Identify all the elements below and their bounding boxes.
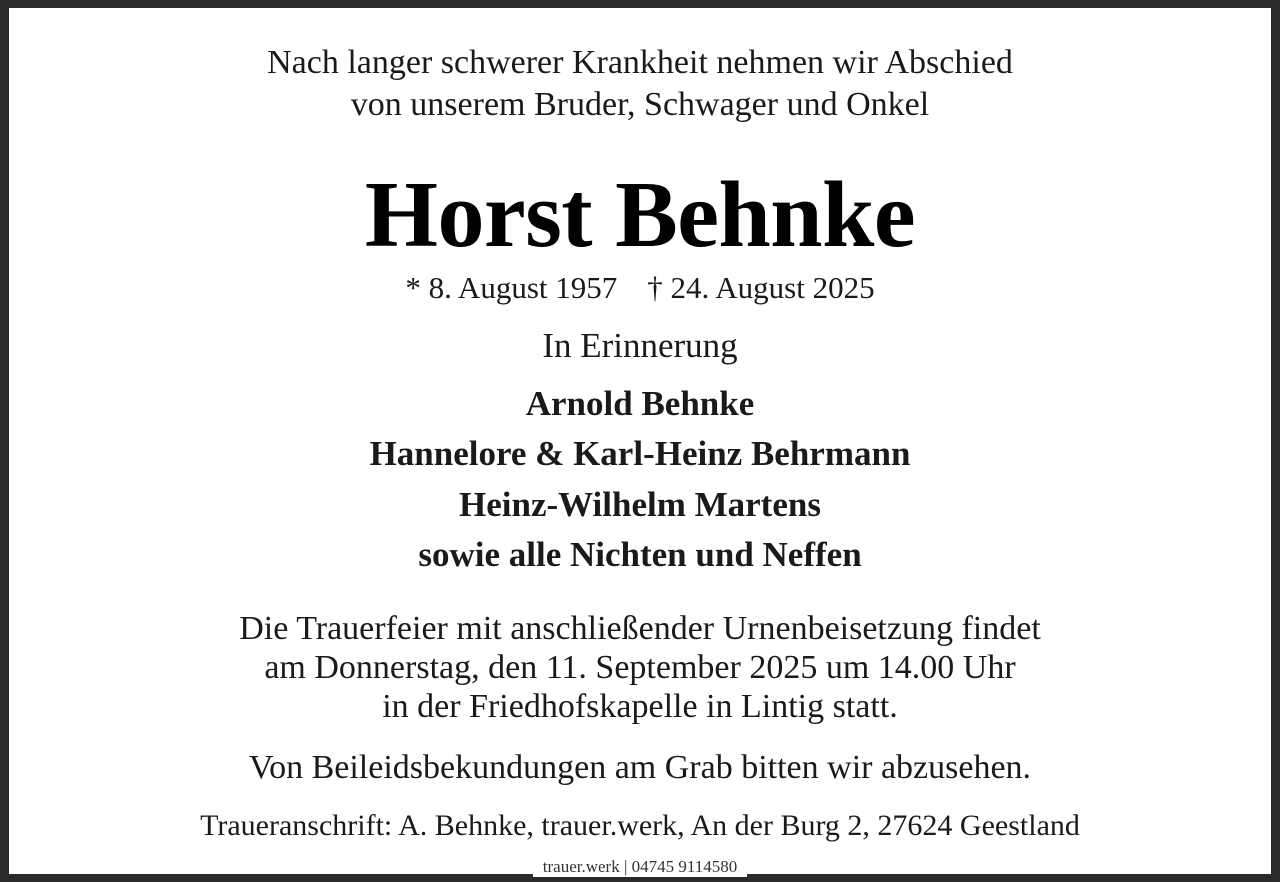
service-line-2: am Donnerstag, den 11. September 2025 um 14.00 Uhr xyxy=(264,649,1016,686)
deceased-name: Horst Behnke xyxy=(364,163,916,267)
footer xyxy=(9,852,1271,882)
mourning-address: Traueranschrift: A. Behnke, trauer.werk, An der Burg 2, 27624 Geestland xyxy=(200,809,1080,842)
death-date: † 24. August 2025 xyxy=(647,270,875,305)
service-line-3: in der Friedhofskapelle in Lintig statt. xyxy=(382,688,898,725)
service-line-1: Die Trauerfeier mit anschließender Urnenbeisetzung findet xyxy=(239,610,1041,647)
intro-line-2: von unserem Bruder, Schwager und Onkel xyxy=(350,86,930,123)
intro-line-1: Nach langer schwerer Krankheit nehmen wir Abschied xyxy=(267,44,1013,81)
life-dates xyxy=(9,272,1271,303)
memory-line: In Erinnerung xyxy=(542,326,738,365)
birth-date: * 8. August 1957 xyxy=(405,270,618,305)
mourner-name: Arnold Behnke xyxy=(525,384,755,423)
mourner-name: Heinz-Wilhelm Martens xyxy=(459,485,821,524)
footer-contact: trauer.werk | 04745 9114580 xyxy=(533,852,747,877)
mourner-name: Hannelore & Karl-Heinz Behrmann xyxy=(369,434,911,473)
mourner-name: sowie alle Nichten und Neffen xyxy=(418,535,862,574)
condolence-request: Von Beileidsbekundungen am Grab bitten wir abzusehen. xyxy=(248,749,1032,786)
